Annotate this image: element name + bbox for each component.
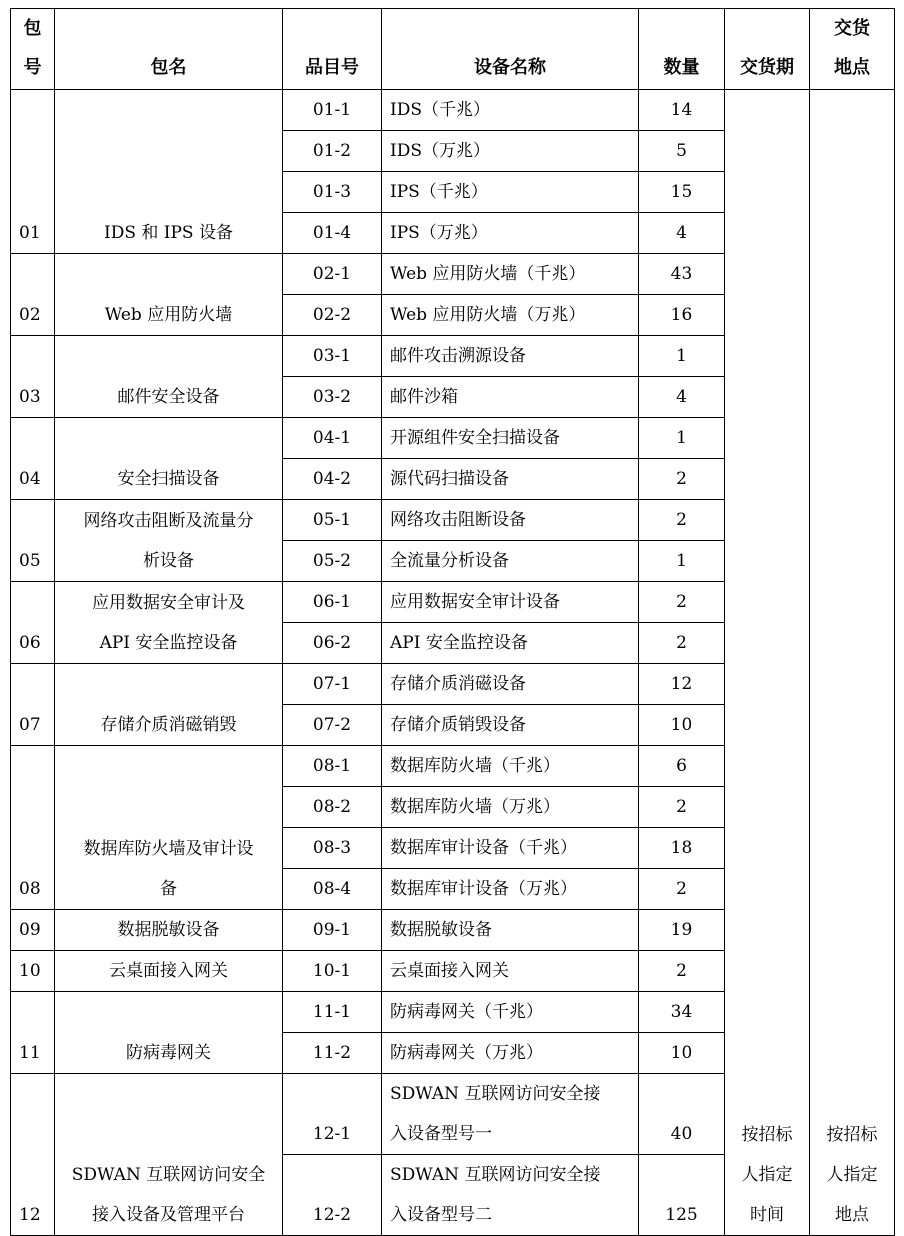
package-name	[55, 500, 283, 582]
item-number: 04-1	[283, 418, 382, 459]
package-name-line: 数据库防火墙及审计设	[83, 839, 254, 859]
package-name	[55, 992, 283, 1074]
device-name-line: 入设备型号二	[390, 1205, 492, 1225]
item-number: 06-1	[283, 582, 382, 623]
package-name	[55, 1074, 283, 1236]
package-name-line: 接入设备及管理平台	[92, 1205, 245, 1225]
package-number: 03	[11, 336, 55, 418]
item-number: 08-2	[283, 787, 382, 828]
device-name	[382, 1033, 639, 1074]
device-name-line: SDWAN 互联网访问安全接	[390, 1165, 601, 1185]
item-number: 05-1	[283, 500, 382, 541]
device-name-line: IDS（万兆）	[390, 141, 490, 161]
device-name	[382, 254, 639, 295]
delivery-period	[725, 90, 810, 1236]
quantity: 10	[639, 705, 725, 746]
quantity: 2	[639, 500, 725, 541]
quantity: 40	[639, 1074, 725, 1155]
quantity: 14	[639, 90, 725, 131]
device-name-line: SDWAN 互联网访问安全接	[390, 1084, 601, 1104]
device-name-line: 邮件沙箱	[390, 387, 458, 407]
quantity: 2	[639, 951, 725, 992]
item-number: 05-2	[283, 541, 382, 582]
package-name	[55, 746, 283, 910]
device-name	[382, 459, 639, 500]
device-name	[382, 541, 639, 582]
item-number: 02-2	[283, 295, 382, 336]
device-name	[382, 705, 639, 746]
item-number: 03-2	[283, 377, 382, 418]
table-row	[11, 90, 895, 131]
quantity: 12	[639, 664, 725, 705]
item-number: 02-1	[283, 254, 382, 295]
quantity: 1	[639, 336, 725, 377]
quantity: 1	[639, 541, 725, 582]
package-name-line: 存储介质消磁销毁	[100, 715, 237, 735]
device-name-line: IPS（万兆）	[390, 223, 488, 243]
item-number: 12-1	[283, 1074, 382, 1155]
package-name-line: 析设备	[143, 551, 194, 571]
device-name-line: 数据库审计设备（万兆）	[390, 879, 577, 899]
device-name	[382, 787, 639, 828]
quantity: 2	[639, 869, 725, 910]
device-name-line: 网络攻击阻断设备	[390, 510, 526, 530]
quantity: 2	[639, 459, 725, 500]
item-number: 09-1	[283, 910, 382, 951]
device-name-line: 数据脱敏设备	[390, 920, 492, 940]
quantity: 10	[639, 1033, 725, 1074]
quantity: 2	[639, 582, 725, 623]
delivery-place	[810, 90, 895, 1236]
quantity: 15	[639, 172, 725, 213]
quantity: 34	[639, 992, 725, 1033]
quantity: 19	[639, 910, 725, 951]
device-name	[382, 664, 639, 705]
quantity: 4	[639, 213, 725, 254]
device-name	[382, 172, 639, 213]
quantity: 125	[639, 1155, 725, 1236]
package-name-line: 云桌面接入网关	[109, 961, 228, 981]
package-number: 12	[11, 1074, 55, 1236]
header-qty: 数量	[639, 9, 725, 90]
device-name	[382, 828, 639, 869]
device-name-line: 开源组件安全扫描设备	[390, 428, 560, 448]
device-name	[382, 131, 639, 172]
device-name	[382, 582, 639, 623]
item-number: 11-2	[283, 1033, 382, 1074]
device-name	[382, 90, 639, 131]
device-name-line: Web 应用防火墙（万兆）	[390, 305, 586, 325]
device-name	[382, 910, 639, 951]
quantity: 18	[639, 828, 725, 869]
delivery-place-line: 地点	[835, 1205, 869, 1225]
package-name-line: 邮件安全设备	[117, 387, 220, 407]
package-number: 11	[11, 992, 55, 1074]
device-name	[382, 336, 639, 377]
procurement-table	[10, 8, 895, 1236]
device-name	[382, 746, 639, 787]
package-name	[55, 910, 283, 951]
device-name	[382, 951, 639, 992]
header-pkg-name: 包名	[55, 9, 283, 90]
package-number: 08	[11, 746, 55, 910]
delivery-period-line: 时间	[750, 1205, 784, 1225]
package-name-line: 数据脱敏设备	[117, 920, 220, 940]
quantity: 4	[639, 377, 725, 418]
item-number: 10-1	[283, 951, 382, 992]
header-item-no: 品目号	[283, 9, 382, 90]
item-number: 11-1	[283, 992, 382, 1033]
device-name-line: IDS（千兆）	[390, 100, 490, 120]
header-delivery-place: 交货 地点	[810, 9, 895, 90]
header-device: 设备名称	[382, 9, 639, 90]
quantity: 16	[639, 295, 725, 336]
device-name-line: 防病毒网关（千兆）	[390, 1002, 543, 1022]
package-number: 07	[11, 664, 55, 746]
device-name	[382, 623, 639, 664]
package-name-line: 防病毒网关	[126, 1043, 211, 1063]
device-name	[382, 500, 639, 541]
header-row	[11, 9, 895, 90]
device-name-line: 邮件攻击溯源设备	[390, 346, 526, 366]
delivery-place-line: 人指定	[826, 1165, 878, 1185]
device-name-line: 全流量分析设备	[390, 551, 509, 571]
device-name-line: 云桌面接入网关	[390, 961, 509, 981]
package-number: 06	[11, 582, 55, 664]
package-name-line: 备	[160, 879, 177, 899]
device-name-line: 防病毒网关（万兆）	[390, 1043, 543, 1063]
package-name-line: 应用数据安全审计及	[92, 593, 245, 613]
device-name	[382, 213, 639, 254]
package-name	[55, 336, 283, 418]
device-name-line: 应用数据安全审计设备	[390, 592, 560, 612]
device-name	[382, 295, 639, 336]
table-body	[11, 90, 895, 1236]
device-name	[382, 1155, 639, 1236]
device-name	[382, 418, 639, 459]
item-number: 08-4	[283, 869, 382, 910]
delivery-period-line: 按招标	[741, 1125, 793, 1145]
package-name-line: 安全扫描设备	[117, 469, 220, 489]
device-name-line: API 安全监控设备	[390, 633, 528, 653]
device-name	[382, 992, 639, 1033]
item-number: 08-3	[283, 828, 382, 869]
package-name	[55, 254, 283, 336]
package-number: 04	[11, 418, 55, 500]
quantity: 43	[639, 254, 725, 295]
item-number: 03-1	[283, 336, 382, 377]
device-name-line: 数据库审计设备（千兆）	[390, 838, 577, 858]
package-name-line: Web 应用防火墙	[104, 305, 233, 325]
package-name	[55, 582, 283, 664]
package-name	[55, 418, 283, 500]
package-number: 10	[11, 951, 55, 992]
device-name	[382, 1074, 639, 1155]
package-name-line: 网络攻击阻断及流量分	[83, 511, 254, 531]
package-number: 05	[11, 500, 55, 582]
item-number: 07-2	[283, 705, 382, 746]
item-number: 07-1	[283, 664, 382, 705]
quantity: 2	[639, 787, 725, 828]
device-name-line: 存储介质消磁设备	[390, 674, 526, 694]
package-name	[55, 951, 283, 992]
quantity: 2	[639, 623, 725, 664]
device-name-line: 源代码扫描设备	[390, 469, 509, 489]
device-name	[382, 869, 639, 910]
item-number: 12-2	[283, 1155, 382, 1236]
package-name-line: API 安全监控设备	[99, 633, 238, 653]
quantity: 1	[639, 418, 725, 459]
item-number: 01-1	[283, 90, 382, 131]
device-name-line: Web 应用防火墙（千兆）	[390, 264, 586, 284]
device-name-line: IPS（千兆）	[390, 182, 488, 202]
device-name	[382, 377, 639, 418]
header-delivery-period: 交货期	[725, 9, 810, 90]
item-number: 01-2	[283, 131, 382, 172]
device-name-line: 数据库防火墙（万兆）	[390, 797, 560, 817]
header-pkg-no: 包 号	[11, 9, 55, 90]
item-number: 01-3	[283, 172, 382, 213]
quantity: 6	[639, 746, 725, 787]
quantity: 5	[639, 131, 725, 172]
package-name	[55, 90, 283, 254]
device-name-line: 入设备型号一	[390, 1124, 492, 1144]
package-name	[55, 664, 283, 746]
delivery-place-line: 按招标	[826, 1125, 878, 1145]
device-name-line: 数据库防火墙（千兆）	[390, 756, 560, 776]
package-number: 02	[11, 254, 55, 336]
item-number: 08-1	[283, 746, 382, 787]
package-name-line: IDS 和 IPS 设备	[103, 223, 233, 243]
delivery-period-line: 人指定	[741, 1165, 793, 1185]
package-number: 01	[11, 90, 55, 254]
item-number: 01-4	[283, 213, 382, 254]
device-name-line: 存储介质销毁设备	[390, 715, 526, 735]
package-number: 09	[11, 910, 55, 951]
package-name-line: SDWAN 互联网访问安全	[71, 1165, 266, 1185]
item-number: 04-2	[283, 459, 382, 500]
item-number: 06-2	[283, 623, 382, 664]
